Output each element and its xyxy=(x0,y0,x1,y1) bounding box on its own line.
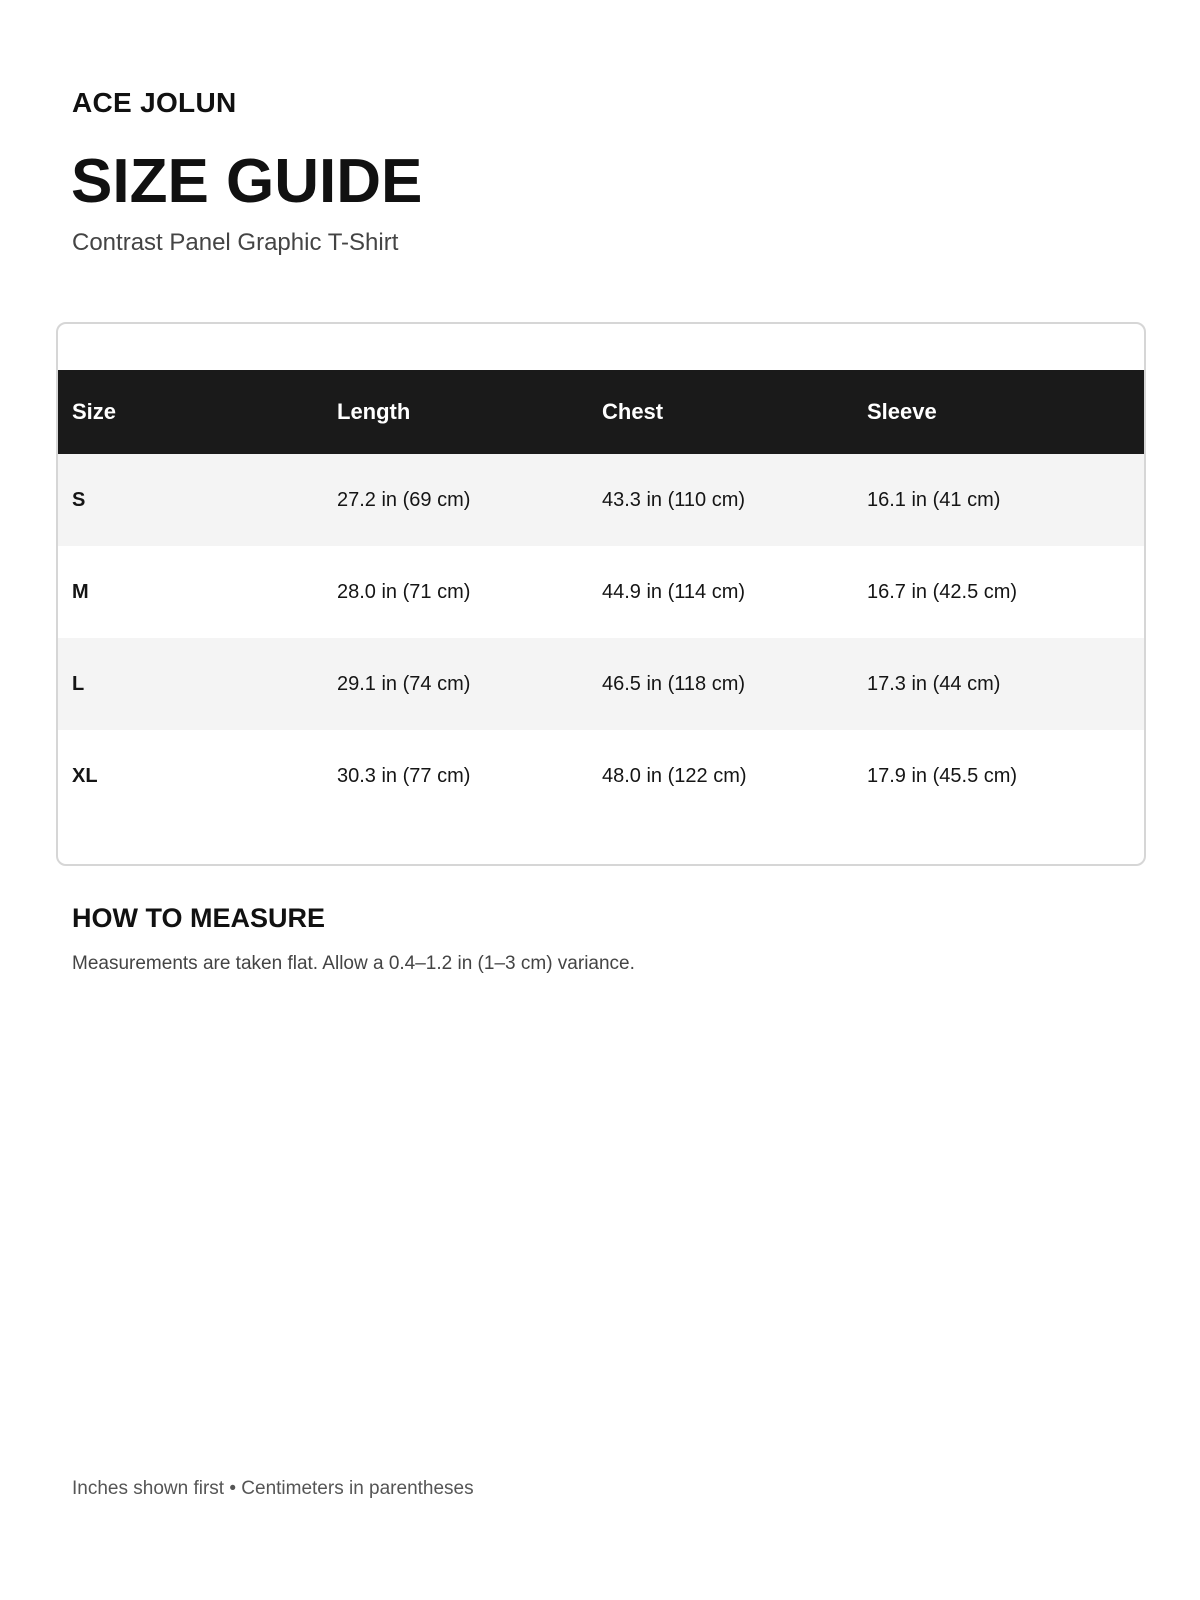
table-row xyxy=(58,454,1144,546)
sleeve-cell: 16.7 in (42.5 cm) xyxy=(867,580,1018,603)
size-cell: XL xyxy=(72,764,98,787)
size-cell: S xyxy=(72,488,86,511)
column-header-size: Size xyxy=(72,399,117,424)
page-title: SIZE GUIDE xyxy=(71,147,423,216)
size-table-card xyxy=(56,322,1146,866)
size-cell: M xyxy=(72,580,89,603)
column-header-length: Length xyxy=(337,399,411,424)
chest-cell: 46.5 in (118 cm) xyxy=(602,672,746,695)
table-row xyxy=(58,546,1144,638)
size-table xyxy=(58,370,1144,822)
sleeve-cell: 16.1 in (41 cm) xyxy=(867,488,1001,511)
length-cell: 30.3 in (77 cm) xyxy=(337,764,471,787)
brand-name: ACE JOLUN xyxy=(72,87,237,118)
product-name: Contrast Panel Graphic T-Shirt xyxy=(72,229,399,256)
chest-cell: 43.3 in (110 cm) xyxy=(602,488,746,511)
how-to-measure-text: Measurements are taken flat. Allow a 0.4–1.2 in (1–3 cm) variance. xyxy=(72,953,635,974)
sleeve-cell: 17.3 in (44 cm) xyxy=(867,672,1001,695)
table-header-row xyxy=(58,370,1144,454)
length-cell: 27.2 in (69 cm) xyxy=(337,488,471,511)
chest-cell: 48.0 in (122 cm) xyxy=(602,764,747,787)
length-cell: 29.1 in (74 cm) xyxy=(337,672,471,695)
length-cell: 28.0 in (71 cm) xyxy=(337,580,471,603)
units-footnote: Inches shown first • Centimeters in parentheses xyxy=(72,1478,474,1499)
sleeve-cell: 17.9 in (45.5 cm) xyxy=(867,764,1018,787)
size-cell: L xyxy=(72,672,85,695)
chest-cell: 44.9 in (114 cm) xyxy=(602,580,746,603)
column-header-chest: Chest xyxy=(602,399,664,424)
column-header-sleeve: Sleeve xyxy=(867,399,937,424)
table-row xyxy=(58,730,1144,822)
table-row xyxy=(58,638,1144,730)
how-to-measure-heading: HOW TO MEASURE xyxy=(72,903,326,933)
